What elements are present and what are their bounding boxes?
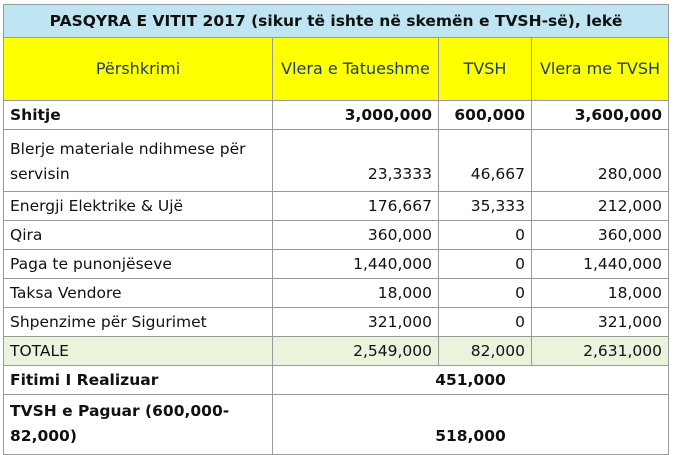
row-vat: 35,333 (439, 192, 532, 221)
profit-value: 451,000 (273, 366, 669, 395)
row-taxable: 23,3333 (273, 130, 439, 192)
row-total: 18,000 (532, 279, 669, 308)
table-row (4, 308, 669, 337)
totals-total: 2,631,000 (532, 337, 669, 366)
table-row (4, 279, 669, 308)
row-label: Taksa Vendore (4, 279, 273, 308)
header-row (4, 38, 669, 101)
row-label: Shitje (4, 101, 273, 130)
row-vat: 46,667 (439, 130, 532, 192)
vat-paid-row (4, 395, 669, 455)
table-row (4, 130, 669, 192)
row-vat: 0 (439, 308, 532, 337)
totals-row (4, 337, 669, 366)
row-label: Energji Elektrike & Ujë (4, 192, 273, 221)
header-vat: TVSH (439, 38, 532, 101)
row-taxable: 321,000 (273, 308, 439, 337)
row-total: 212,000 (532, 192, 669, 221)
row-label: Qira (4, 221, 273, 250)
profit-row (4, 366, 669, 395)
row-label: Blerje materiale ndihmese për servisin (4, 130, 273, 192)
totals-vat: 82,000 (439, 337, 532, 366)
totals-label: TOTALE (4, 337, 273, 366)
table-row (4, 192, 669, 221)
row-vat: 0 (439, 221, 532, 250)
table-row (4, 250, 669, 279)
vat-paid-value: 518,000 (273, 395, 669, 455)
row-vat: 0 (439, 250, 532, 279)
row-total: 280,000 (532, 130, 669, 192)
table-row (4, 101, 669, 130)
vat-paid-label: TVSH e Paguar (600,000-82,000) (4, 395, 273, 455)
row-total: 3,600,000 (532, 101, 669, 130)
row-label: Paga te punonjëseve (4, 250, 273, 279)
row-total: 321,000 (532, 308, 669, 337)
row-taxable: 3,000,000 (273, 101, 439, 130)
row-taxable: 1,440,000 (273, 250, 439, 279)
profit-label: Fitimi I Realizuar (4, 366, 273, 395)
row-total: 360,000 (532, 221, 669, 250)
row-vat: 0 (439, 279, 532, 308)
row-total: 1,440,000 (532, 250, 669, 279)
header-taxable-value: Vlera e Tatueshme (273, 38, 439, 101)
row-label: Shpenzime për Sigurimet (4, 308, 273, 337)
table-row (4, 221, 669, 250)
header-value-with-vat: Vlera me TVSH (532, 38, 669, 101)
row-taxable: 176,667 (273, 192, 439, 221)
row-taxable: 18,000 (273, 279, 439, 308)
vat-statement-table (3, 4, 669, 455)
header-description: Përshkrimi (4, 38, 273, 101)
row-taxable: 360,000 (273, 221, 439, 250)
table-title: PASQYRA E VITIT 2017 (sikur të ishte në skemën e TVSH-së), lekë (4, 5, 669, 38)
row-vat: 600,000 (439, 101, 532, 130)
totals-taxable: 2,549,000 (273, 337, 439, 366)
